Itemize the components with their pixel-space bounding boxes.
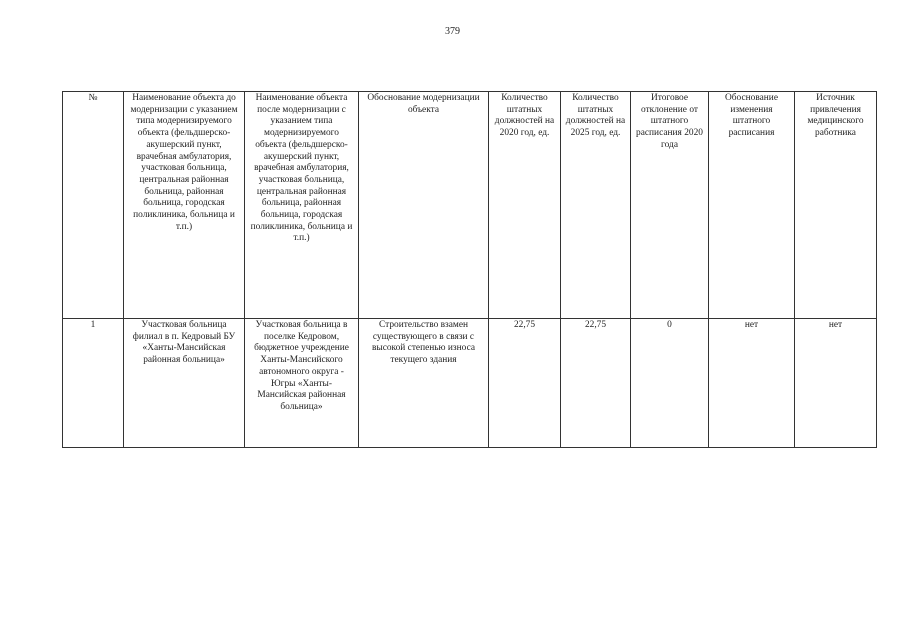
cell-staff-source: нет (795, 319, 877, 448)
cell-justification: Строительство взамен существующего в связи с высокой степенью износа текущего здания (359, 319, 489, 448)
header-object-after: Наименование объекта после модернизации с указанием типа модернизируемого объекта (фельдшерско-акушерский пункт, врачебная амбулатория, участковая больница, центральная районная больница, районная больница, городская поликлиника, больница и т.п.) (245, 92, 359, 319)
table-header-row (63, 92, 877, 319)
modernization-table (62, 91, 877, 448)
page-number: 379 (445, 26, 460, 37)
cell-object-before: Участковая больница филиал в п. Кедровый БУ «Ханты-Мансийская районная больница» (124, 319, 245, 448)
header-deviation: Итоговое отклонение от штатного расписания 2020 года (631, 92, 709, 319)
header-object-before: Наименование объекта до модернизации с указанием типа модернизируемого объекта (фельдшерско-акушерский пункт, врачебная амбулатория, участковая больница, центральная районная больница, районная больница, городская поликлиника, больница и т.п.) (124, 92, 245, 319)
header-justification: Обоснование модернизации объекта (359, 92, 489, 319)
table-row (63, 319, 877, 448)
table-header (63, 92, 877, 319)
header-staff-2020: Количество штатных должностей на 2020 год, ед. (489, 92, 561, 319)
header-staff-source: Источник привлечения медицинского работника (795, 92, 877, 319)
cell-staff-2020: 22,75 (489, 319, 561, 448)
cell-object-after: Участковая больница в поселке Кедровом, бюджетное учреждение Ханты-Мансийского автономного округа - Югры «Ханты-Мансийская районная больница» (245, 319, 359, 448)
cell-number: 1 (63, 319, 124, 448)
cell-staff-change-reason: нет (709, 319, 795, 448)
cell-deviation: 0 (631, 319, 709, 448)
table-body (63, 319, 877, 448)
cell-staff-2025: 22,75 (561, 319, 631, 448)
header-number: № (63, 92, 124, 319)
header-staff-change-reason: Обоснование изменения штатного расписания (709, 92, 795, 319)
header-staff-2025: Количество штатных должностей на 2025 год, ед. (561, 92, 631, 319)
